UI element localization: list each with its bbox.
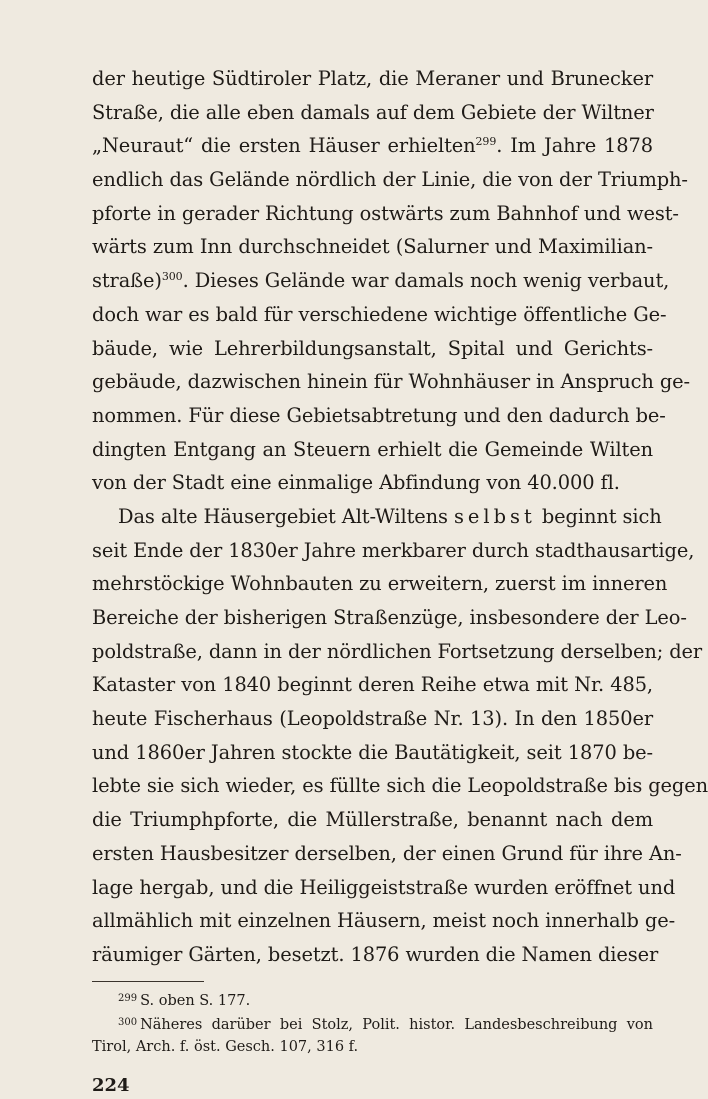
page-number: 224 — [92, 1074, 130, 1096]
text-line: lage hergab, und die Heiliggeiststraße wurden eröffnet und — [92, 875, 676, 899]
text-line: Kataster von 1840 beginnt deren Reihe etwa mit Nr. 485, — [92, 673, 653, 697]
text-line: der heutige Südtiroler Platz, die Meraner und Brunecker — [92, 67, 653, 90]
text-line: und 1860er Jahren stockte die Bautätigkeit, seit 1870 be- — [92, 740, 653, 764]
footnote-number: 299 — [118, 992, 138, 1004]
text-line: heute Fischerhaus (Leopoldstraße Nr. 13). In den 1850er — [92, 707, 653, 731]
footnote-number: 300 — [118, 1016, 138, 1028]
text-line: lebte sie sich wieder, es füllte sich die Leopoldstraße bis gegen — [92, 774, 708, 798]
text-line: von der Stadt eine einmalige Abfindung von 40.000 fl. — [92, 471, 620, 495]
text-line: Straße, die alle eben damals auf dem Gebiete der Wiltner — [92, 100, 654, 124]
footnotes — [92, 987, 653, 1059]
footnote-text: S. oben S. 177. — [140, 992, 251, 1009]
text-line — [92, 129, 653, 163]
footnote-ref-300: 300 — [161, 270, 183, 284]
text-line: nommen. Für diese Gebietsabtretung und den dadurch be- — [92, 403, 666, 427]
text-line — [92, 264, 670, 298]
text-line: die Triumphpforte, die Müllerstraße, benannt nach dem — [92, 808, 653, 832]
text-line: allmählich mit einzelnen Häusern, meist noch innerhalb ge- — [92, 909, 676, 933]
text-fragment: „Neuraut“ die ersten Häuser erhielten — [92, 134, 476, 158]
text-line: doch war es bald für verschiedene wichtige öffentliche Ge- — [92, 302, 667, 326]
text-line: gebäude, dazwischen hinein für Wohnhäuser in Anspruch ge- — [92, 370, 690, 394]
text-line: ersten Hausbesitzer derselben, der einen Grund für ihre An- — [92, 841, 682, 865]
text-fragment: Das alte Häusergebiet Alt-Wiltens — [118, 504, 448, 528]
text-fragment: beginnt sich — [541, 504, 662, 528]
footnote-ref-299: 299 — [475, 135, 497, 149]
text-line: seit Ende der 1830er Jahre merkbarer durch stadthausartige, — [92, 538, 695, 562]
paragraph-2 — [92, 500, 708, 972]
text-line: poldstraße, dann in der nördlichen Fortsetzung derselben; der — [92, 639, 703, 663]
text-line: bäude, wie Lehrerbildungsanstalt, Spital und Gerichts- — [92, 336, 653, 360]
text-line: pforte in gerader Richtung ostwärts zum Bahnhof und west- — [92, 201, 679, 225]
paragraph-1 — [92, 62, 690, 500]
footnote-300-continued: Tirol, Arch. f. öst. Gesch. 107, 316 f. — [92, 1038, 359, 1055]
text-line: räumiger Gärten, besetzt. 1876 wurden die Namen dieser — [92, 942, 659, 966]
text-line: Bereiche der bisherigen Straßenzüge, insbesondere der Leo- — [92, 606, 687, 629]
footnote-299 — [92, 987, 653, 1011]
text-fragment: . Im Jahre 1878 — [496, 134, 653, 158]
text-line: endlich das Gelände nördlich der Linie, die von der Triumph- — [92, 168, 688, 192]
text-line — [92, 500, 662, 534]
text-fragment: . Dieses Gelände war damals noch wenig verbaut, — [182, 269, 670, 293]
text-line: dingten Entgang an Steuern erhielt die Gemeinde Wilten — [92, 437, 653, 461]
page — [92, 62, 708, 1099]
text-line: wärts zum Inn durchschneidet (Salurner und Maximilian- — [92, 235, 653, 259]
text-fragment: straße) — [92, 269, 162, 293]
emphasis-selbst: selbst — [453, 504, 536, 528]
text-line: mehrstöckige Wohnbauten zu erweitern, zuerst im inneren — [92, 572, 668, 596]
footnote-text: Näheres darüber bei Stolz, Polit. histor. Landesbeschreibung von — [140, 1016, 653, 1033]
footnote-divider — [92, 981, 204, 982]
footnote-300 — [92, 1011, 653, 1035]
